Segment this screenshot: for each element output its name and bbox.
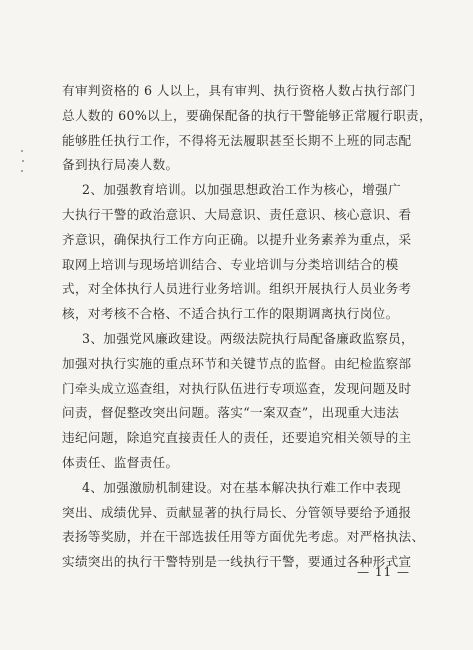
text-line: 4、加强激励机制建设。对在基本解决执行难工作中表现 <box>82 479 402 495</box>
text-line: 3、加强党风廉政建设。两级法院执行局配备廉政监察员， <box>82 330 414 346</box>
binding-mark <box>21 150 23 152</box>
document-body <box>62 79 432 575</box>
text-line: 核，对考核不合格、不适合执行工作的限期调离执行岗位。 <box>62 306 399 322</box>
text-line: 备到执行局凑人数。 <box>62 157 179 173</box>
text-line: 违纪问题，除追究直接责任人的责任，还要追究相关领导的主 <box>62 430 412 446</box>
binding-mark <box>21 170 23 172</box>
binding-mark <box>22 160 24 162</box>
text-line: 实绩突出的执行干警特别是一线执行干警，要通过各种形式宣 <box>62 554 412 570</box>
text-line: 体责任、监督责任。 <box>62 454 179 470</box>
text-line: 齐意识，确保执行工作方向正确。以提升业务素养为重点，采 <box>62 231 412 247</box>
text-line: 门牵头成立巡查组，对执行队伍进行专项巡查，发现问题及时 <box>62 380 412 396</box>
text-line: 问责，督促整改突出问题。落实“一案双查”，出现重大违法 <box>62 405 400 421</box>
text-line: 式，对全体执行人员进行业务培训。组织开展执行人员业务考 <box>62 281 412 297</box>
text-line: 加强对执行实施的重点环节和关键节点的监督。由纪检监察部 <box>62 355 412 371</box>
text-line: 表扬等奖励，并在干部选拔任用等方面优先考虑。对严格执法、 <box>62 529 425 545</box>
text-line: 2、加强教育培训。以加强思想政治工作为核心，增强广 <box>82 182 402 198</box>
text-line: 总人数的 60%以上，要确保配备的执行干警能够正常履行职责， <box>62 107 432 123</box>
text-line: 有审判资格的 6 人以上，具有审判、执行资格人数占执行部门 <box>62 83 416 98</box>
text-line: 能够胜任执行工作，不得将无法履职甚至长期不上班的同志配 <box>62 132 412 148</box>
page-number: — 11 — <box>357 565 410 579</box>
text-line: 突出、成绩优异、贡献显著的执行局长、分管领导要给予通报 <box>62 504 412 520</box>
text-line: 取网上培训与现场培训结合、专业培训与分类培训结合的模 <box>62 256 399 272</box>
text-line: 大执行干警的政治意识、大局意识、责任意识、核心意识、看 <box>62 206 412 222</box>
